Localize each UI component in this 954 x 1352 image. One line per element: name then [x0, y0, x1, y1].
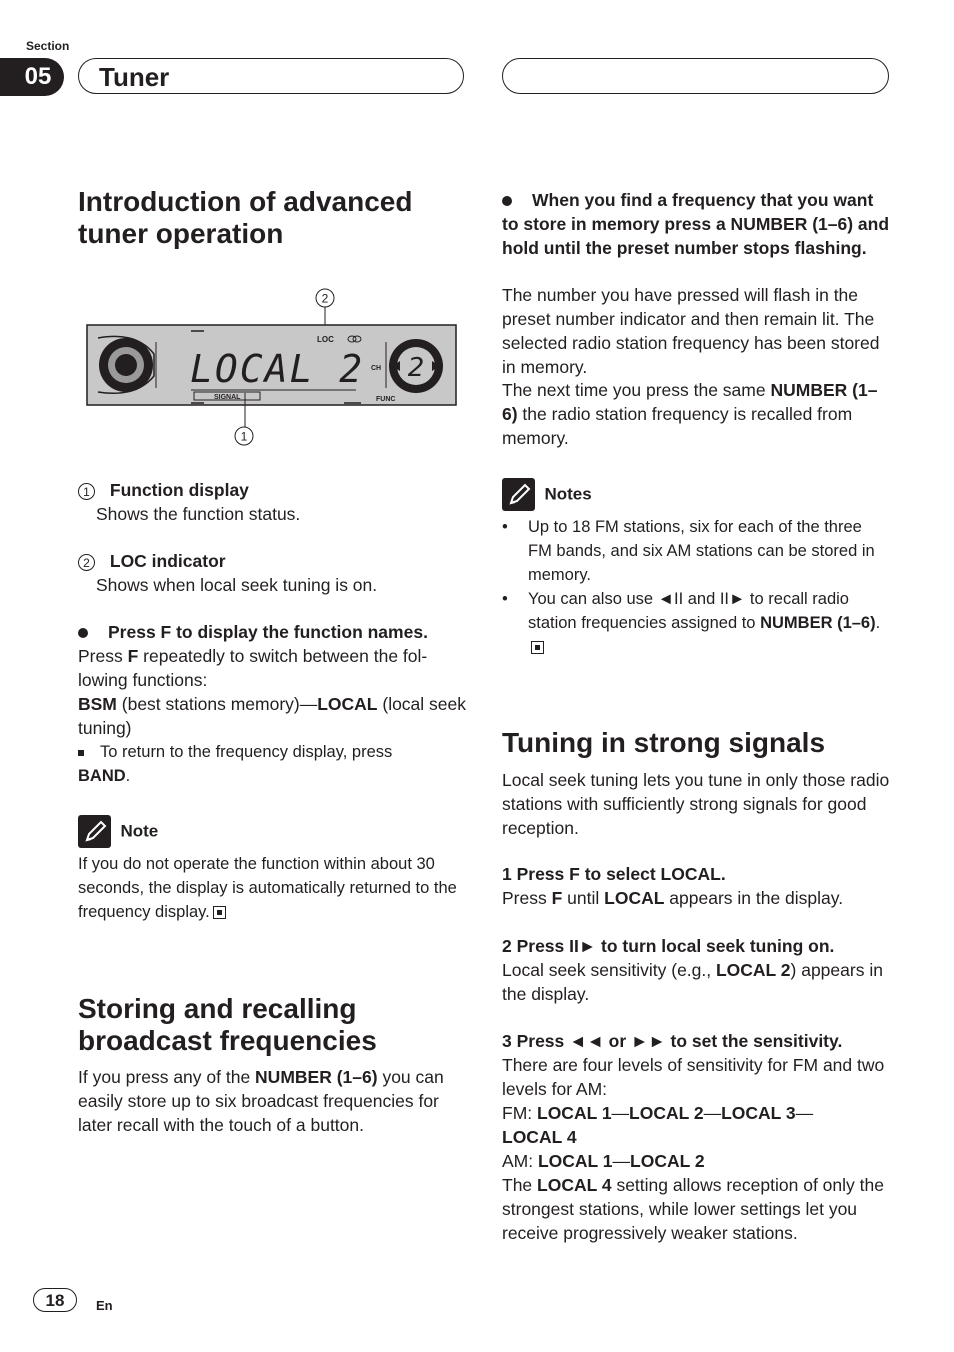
note-item-2-key: NUMBER (1–6) — [760, 614, 876, 632]
press-f-key: F — [127, 646, 139, 666]
display-figure — [86, 286, 458, 446]
dash: — — [795, 1103, 814, 1123]
step-1-key-2: LOCAL — [604, 888, 665, 908]
step-2-pre: Local seek sensitivity (e.g., — [502, 960, 716, 980]
section-number: 05 — [24, 63, 52, 90]
store-body-2-pre: The next time you press the same — [502, 380, 771, 400]
bullet-icon — [502, 196, 512, 206]
signal-label: SIGNAL — [214, 394, 241, 401]
note-item-2-end: . — [875, 614, 881, 632]
pencil-note-icon — [78, 815, 111, 848]
press-f-heading-text: Press F to display the function names. — [108, 622, 428, 642]
store-heading-text: When you find a frequency that you want to store in memory press a NUMBER (1–6) and hold until the preset number stops flashing. — [502, 190, 890, 258]
item-2-title: LOC indicator — [109, 551, 226, 571]
step-1-post: appears in the display. — [664, 888, 844, 908]
press-f-pre: Press — [78, 646, 128, 666]
note-title: Note — [120, 821, 159, 841]
storing-post: you can easily store up to six broadcast frequencies for later recall with the touch of a button. — [78, 1067, 444, 1135]
step-3-body — [502, 1053, 890, 1245]
notes-title: Notes — [544, 484, 592, 504]
section-label: Section — [26, 39, 70, 53]
item-1-title: Function display — [109, 480, 249, 500]
function-bsm: BSM — [78, 694, 117, 714]
step-2-key: LOCAL 2 — [715, 960, 791, 980]
ch-label: CH — [371, 365, 382, 372]
item-1-desc: Shows the function status. — [96, 504, 301, 524]
step-1-pre: Press — [502, 888, 552, 908]
notes-list — [502, 515, 890, 659]
function-bsm-desc: (best stations memory)— — [116, 694, 318, 714]
return-note-end: . — [125, 767, 131, 785]
final-post: setting allows reception of only the strongest stations, while lower settings let you receive progressively weaker stations. — [502, 1175, 884, 1243]
step-1-body — [502, 886, 890, 910]
dash: — — [612, 1151, 631, 1171]
lcd-text: LOCAL 2 — [190, 347, 365, 391]
storing-body — [78, 1065, 466, 1137]
dash: — — [703, 1103, 722, 1123]
section-title: Tuner — [99, 62, 170, 92]
function-local-desc: (local seek tuning) — [78, 694, 467, 738]
final-pre: The — [502, 1175, 538, 1195]
intro-heading: Introduction of advanced tuner operation — [78, 186, 413, 249]
step-1-key: F — [551, 888, 563, 908]
final-key: LOCAL 4 — [537, 1175, 612, 1195]
step-2-post: ) appears in the display. — [502, 960, 883, 1004]
press-f-post: repeatedly to switch between the fol-lowing functions: — [78, 646, 428, 690]
store-body-1: The number you have pressed will flash in the preset number indicator and then remain lit. The selected radio station frequency has been stored in memory. — [502, 285, 880, 377]
return-note-text: To return to the frequency display, press — [100, 743, 393, 761]
item-1-number: 1 — [78, 483, 95, 500]
section-number-badge — [0, 58, 64, 96]
step-1-heading: 1 Press F to select LOCAL. — [502, 864, 726, 884]
square-bullet-icon — [78, 750, 84, 756]
step-3-heading: 3 Press ◄◄ or ►► to set the sensitivity. — [502, 1031, 843, 1051]
storing-key: NUMBER (1–6) — [255, 1067, 378, 1087]
am-prefix: AM: — [502, 1151, 538, 1171]
note-body — [78, 852, 468, 924]
step-1-mid: until — [562, 888, 605, 908]
tuning-heading: Tuning in strong signals — [502, 727, 826, 758]
item-2-number: 2 — [78, 554, 95, 571]
step-2-heading: 2 Press II► to turn local seek tuning on. — [502, 936, 835, 956]
bullet-icon — [78, 628, 88, 638]
head-unit-display-illustration — [86, 286, 458, 446]
press-f-body — [78, 644, 466, 740]
page-number: 18 — [33, 1288, 77, 1312]
fm-local-4: LOCAL 4 — [502, 1127, 577, 1147]
note-text: If you do not operate the function within about 30 seconds, the display is automatically returned to the frequency display. — [78, 855, 457, 921]
note-item-2-pre: You can also use ◄II and II► to recall radio station frequencies assigned to — [528, 590, 849, 632]
function-local: LOCAL — [317, 694, 378, 714]
fm-local-2: LOCAL 2 — [629, 1103, 704, 1123]
item-2-desc: Shows when local seek tuning is on. — [96, 575, 378, 595]
callout-1: 1 — [240, 429, 248, 444]
store-body-2-post: the radio station frequency is recalled from memory. — [502, 404, 853, 448]
storing-heading: Storing and recalling broadcast frequencies — [78, 993, 377, 1056]
end-mark-icon — [213, 906, 226, 919]
return-note-key: BAND — [78, 767, 126, 785]
am-local-2: LOCAL 2 — [630, 1151, 705, 1171]
store-body-2-key: NUMBER (1–6) — [502, 380, 878, 424]
store-heading — [502, 188, 890, 260]
end-mark-icon — [531, 641, 544, 654]
callout-2: 2 — [321, 291, 329, 306]
preset-digit: 2 — [407, 353, 425, 383]
return-note — [78, 740, 466, 788]
fm-local-3: LOCAL 3 — [721, 1103, 796, 1123]
press-f-heading — [78, 620, 466, 644]
step-2-body — [502, 958, 890, 1006]
notes-header — [502, 478, 890, 511]
tuning-intro: Local seek tuning lets you tune in only those radio stations with sufficiently strong signals for good reception. — [502, 770, 890, 838]
step-3-text: There are four levels of sensitivity for FM and two levels for AM: — [502, 1055, 885, 1099]
am-local-1: LOCAL 1 — [537, 1151, 613, 1171]
storing-pre: If you press any of the — [78, 1067, 256, 1087]
language-label: En — [96, 1298, 113, 1313]
note-item-2 — [502, 587, 890, 659]
item-function-display — [78, 478, 466, 502]
pencil-note-icon — [502, 478, 535, 511]
func-label: FUNC — [376, 396, 396, 403]
dash: — — [611, 1103, 630, 1123]
item-loc-indicator — [78, 549, 466, 573]
note-header — [78, 815, 466, 848]
header-right-frame — [502, 58, 889, 94]
store-body-2 — [502, 378, 890, 450]
loc-indicator-label: LOC — [317, 335, 334, 344]
section-title-frame — [78, 58, 464, 94]
note-item-1: • Up to 18 FM stations, six for each of the three FM bands, and six AM stations can be stored in memory. — [502, 515, 890, 587]
fm-local-1: LOCAL 1 — [537, 1103, 612, 1123]
fm-prefix: FM: — [502, 1103, 537, 1123]
